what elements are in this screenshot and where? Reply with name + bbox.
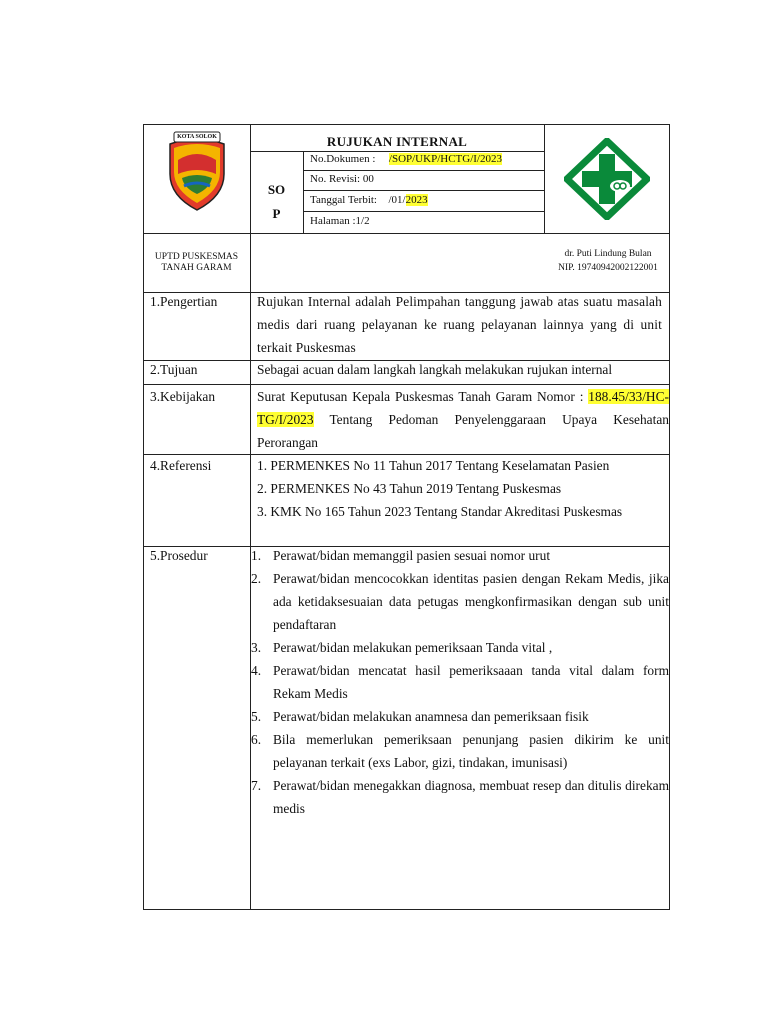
page-count-row: Halaman :1/2 <box>310 215 370 227</box>
prosedur-item-text: Perawat/bidan melakukan pemeriksaan Tanda vital , <box>273 640 553 655</box>
emblem-banner-text: KOTA SOLOK <box>177 134 217 140</box>
document-number-value: /SOP/UKP/HCTG/I/2023 <box>388 153 502 165</box>
puskesmas-logo <box>564 138 650 220</box>
prosedur-item-number: 7. <box>251 778 262 793</box>
section-label-referensi: 4.Referensi <box>150 458 212 473</box>
revision-row: No. Revisi: 00 <box>310 173 374 185</box>
document-number-label: No.Dokumen : <box>310 153 376 165</box>
referensi-item: 1. PERMENKES No 11 Tahun 2017 Tentang Keselamatan Pasien <box>257 458 610 473</box>
health-cross-icon <box>564 138 650 220</box>
pengertian-text: Rujukan Internal adalah Pelimpahan tanggung jawab atas suatu masalah medis dari ruang pelayanan ke ruang pelayanan lainnya yang di unit terkait Puskesmas <box>257 294 662 355</box>
prosedur-item-text: Perawat/bidan menegakkan diagnosa, membuat resep dan ditulis direkam medis <box>273 778 669 816</box>
prosedur-item-text: Perawat/bidan mencocokkan identitas pasien dengan Rekam Medis, jika ada ketidaksesuaian data petugas mengkonfirmasikan dengan sub unit pendaftaran <box>273 571 669 632</box>
sop-label-line2: P <box>272 206 281 221</box>
issue-date-row <box>310 193 542 207</box>
referensi-item: 2. PERMENKES No 43 Tahun 2019 Tentang Puskesmas <box>257 481 562 496</box>
organization-line-2: TANAH GARAM <box>161 263 232 273</box>
meta-line-3 <box>303 211 544 212</box>
issue-date-prefix: /01/ <box>388 194 406 206</box>
prosedur-item <box>251 567 669 636</box>
shield-icon <box>160 130 234 212</box>
section-label-kebijakan: 3.Kebijakan <box>150 389 216 404</box>
prosedur-item <box>251 705 669 728</box>
prosedur-item-number: 5. <box>251 709 262 724</box>
header-bottom-line <box>143 233 670 234</box>
kebijakan-text-before: Surat Keputusan Kepala Puskesmas Tanah Garam Nomor : <box>257 389 584 404</box>
document-number-row <box>310 152 542 166</box>
prosedur-item <box>251 774 669 820</box>
prosedur-list <box>251 544 669 820</box>
header-divider-sop <box>303 151 304 233</box>
organization-line-1: UPTD PUSKESMAS <box>154 252 239 262</box>
kebijakan-text <box>257 385 669 454</box>
meta-line-2 <box>303 190 544 191</box>
prosedur-item <box>251 659 669 705</box>
prosedur-item-number: 4. <box>251 663 262 678</box>
signer-nip: NIP. 19740942002122001 <box>558 263 658 273</box>
prosedur-item-number: 3. <box>251 640 262 655</box>
prosedur-item <box>251 544 669 567</box>
signer-block <box>546 247 670 275</box>
section-label-prosedur: 5.Prosedur <box>150 548 208 563</box>
prosedur-item-number: 2. <box>251 571 262 586</box>
prosedur-item-text: Perawat/bidan melakukan anamnesa dan pemeriksaan fisik <box>273 709 589 724</box>
prosedur-item <box>251 728 669 774</box>
meta-line-1 <box>303 170 544 171</box>
prosedur-item <box>251 636 669 659</box>
referensi-list <box>257 454 669 523</box>
header-divider-right <box>544 124 545 233</box>
sop-label-line1: SO <box>267 182 286 197</box>
referensi-item: 3. KMK No 165 Tahun 2023 Tentang Standar Akreditasi Puskesmas <box>257 504 623 519</box>
signer-name: dr. Puti Lindung Bulan <box>564 249 652 259</box>
page-title: RUJUKAN INTERNAL <box>326 134 468 149</box>
section-label-tujuan: 2.Tujuan <box>150 362 198 377</box>
prosedur-item-text: Bila memerlukan pemeriksaan penunjang pasien dikirim ke unit pelayanan terkait (exs Labor, gizi, tindakan, imunisasi) <box>273 732 669 770</box>
kebijakan-text-after: Tentang Pedoman Penyelenggaraan Upaya Kesehatan Perorangan <box>257 412 669 450</box>
city-emblem-logo <box>160 130 234 212</box>
prosedur-item-number: 1. <box>251 548 262 563</box>
issue-date-label: Tanggal Terbit: <box>310 194 377 206</box>
tujuan-text: Sebagai acuan dalam langkah langkah melakukan rujukan internal <box>257 362 613 377</box>
prosedur-item-text: Perawat/bidan memanggil pasien sesuai nomor urut <box>273 548 551 563</box>
kebijakan-decree-number: 188.45/33/HC-TG/I/2023 <box>257 389 669 427</box>
organization-name <box>143 252 250 274</box>
issue-date-year: 2023 <box>405 194 428 206</box>
section-label-pengertian: 1.Pengertian <box>150 294 218 309</box>
prosedur-item-number: 6. <box>251 732 262 747</box>
prosedur-item-text: Perawat/bidan mencatat hasil pemeriksaaan tanda vital dalam form Rekam Medis <box>273 663 669 701</box>
